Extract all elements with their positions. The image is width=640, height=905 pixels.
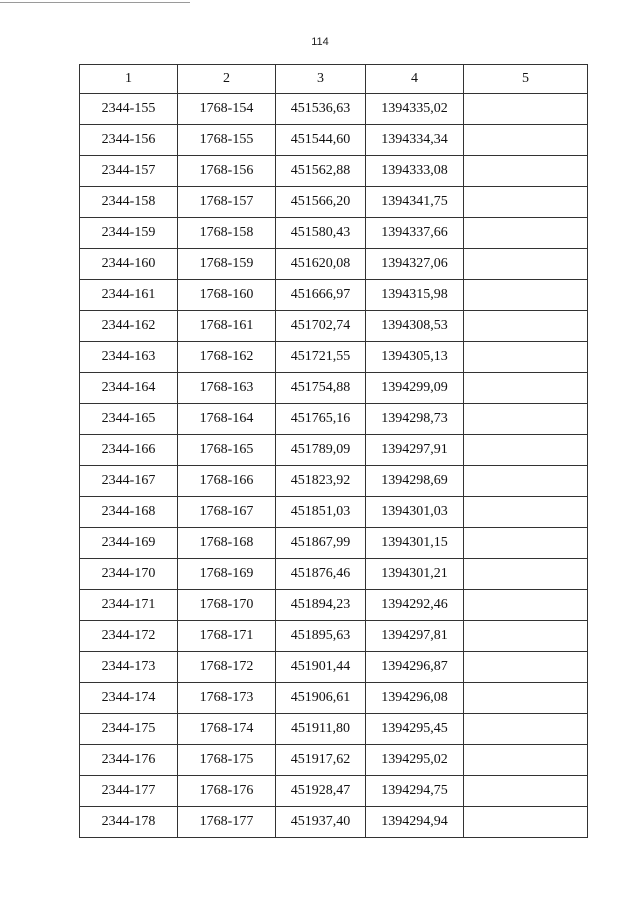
header-col-1: 1 xyxy=(80,65,178,94)
table-row xyxy=(80,342,588,373)
note-cell xyxy=(464,776,588,807)
y-coordinate-cell: 1394337,66 xyxy=(366,218,464,249)
x-coordinate-cell: 451721,55 xyxy=(276,342,366,373)
y-coordinate-cell: 1394295,02 xyxy=(366,745,464,776)
ref-point-cell: 1768-168 xyxy=(178,528,276,559)
x-coordinate-cell: 451566,20 xyxy=(276,187,366,218)
y-coordinate-cell: 1394334,34 xyxy=(366,125,464,156)
note-cell xyxy=(464,218,588,249)
note-cell xyxy=(464,528,588,559)
ref-point-cell: 1768-160 xyxy=(178,280,276,311)
point-id-cell: 2344-162 xyxy=(80,311,178,342)
point-id-cell: 2344-163 xyxy=(80,342,178,373)
point-id-cell: 2344-169 xyxy=(80,528,178,559)
x-coordinate-cell: 451901,44 xyxy=(276,652,366,683)
ref-point-cell: 1768-176 xyxy=(178,776,276,807)
x-coordinate-cell: 451702,74 xyxy=(276,311,366,342)
y-coordinate-cell: 1394333,08 xyxy=(366,156,464,187)
point-id-cell: 2344-175 xyxy=(80,714,178,745)
ref-point-cell: 1768-161 xyxy=(178,311,276,342)
table-row xyxy=(80,187,588,218)
y-coordinate-cell: 1394301,21 xyxy=(366,559,464,590)
x-coordinate-cell: 451867,99 xyxy=(276,528,366,559)
y-coordinate-cell: 1394305,13 xyxy=(366,342,464,373)
y-coordinate-cell: 1394298,73 xyxy=(366,404,464,435)
y-coordinate-cell: 1394301,03 xyxy=(366,497,464,528)
ref-point-cell: 1768-154 xyxy=(178,94,276,125)
table-header xyxy=(80,65,588,94)
table-row xyxy=(80,466,588,497)
table-row xyxy=(80,435,588,466)
note-cell xyxy=(464,373,588,404)
y-coordinate-cell: 1394308,53 xyxy=(366,311,464,342)
point-id-cell: 2344-155 xyxy=(80,94,178,125)
ref-point-cell: 1768-166 xyxy=(178,466,276,497)
y-coordinate-cell: 1394294,94 xyxy=(366,807,464,838)
table-row xyxy=(80,94,588,125)
y-coordinate-cell: 1394292,46 xyxy=(366,590,464,621)
table-row xyxy=(80,559,588,590)
point-id-cell: 2344-176 xyxy=(80,745,178,776)
ref-point-cell: 1768-173 xyxy=(178,683,276,714)
x-coordinate-cell: 451536,63 xyxy=(276,94,366,125)
y-coordinate-cell: 1394299,09 xyxy=(366,373,464,404)
note-cell xyxy=(464,652,588,683)
table-row xyxy=(80,683,588,714)
x-coordinate-cell: 451580,43 xyxy=(276,218,366,249)
table-row xyxy=(80,621,588,652)
ref-point-cell: 1768-162 xyxy=(178,342,276,373)
ref-point-cell: 1768-165 xyxy=(178,435,276,466)
note-cell xyxy=(464,94,588,125)
point-id-cell: 2344-170 xyxy=(80,559,178,590)
note-cell xyxy=(464,404,588,435)
point-id-cell: 2344-158 xyxy=(80,187,178,218)
header-col-3: 3 xyxy=(276,65,366,94)
y-coordinate-cell: 1394296,87 xyxy=(366,652,464,683)
table-row xyxy=(80,249,588,280)
header-col-5: 5 xyxy=(464,65,588,94)
x-coordinate-cell: 451917,62 xyxy=(276,745,366,776)
y-coordinate-cell: 1394327,06 xyxy=(366,249,464,280)
point-id-cell: 2344-160 xyxy=(80,249,178,280)
note-cell xyxy=(464,249,588,280)
page-number: 114 xyxy=(311,36,329,48)
table-row xyxy=(80,528,588,559)
note-cell xyxy=(464,466,588,497)
x-coordinate-cell: 451937,40 xyxy=(276,807,366,838)
ref-point-cell: 1768-167 xyxy=(178,497,276,528)
y-coordinate-cell: 1394315,98 xyxy=(366,280,464,311)
point-id-cell: 2344-168 xyxy=(80,497,178,528)
ref-point-cell: 1768-172 xyxy=(178,652,276,683)
note-cell xyxy=(464,435,588,466)
x-coordinate-cell: 451754,88 xyxy=(276,373,366,404)
table-row xyxy=(80,373,588,404)
note-cell xyxy=(464,714,588,745)
table-row xyxy=(80,125,588,156)
table-row xyxy=(80,745,588,776)
table-row xyxy=(80,311,588,342)
ref-point-cell: 1768-170 xyxy=(178,590,276,621)
note-cell xyxy=(464,745,588,776)
coordinates-table xyxy=(79,64,588,838)
point-id-cell: 2344-165 xyxy=(80,404,178,435)
note-cell xyxy=(464,156,588,187)
note-cell xyxy=(464,590,588,621)
x-coordinate-cell: 451823,92 xyxy=(276,466,366,497)
note-cell xyxy=(464,187,588,218)
point-id-cell: 2344-177 xyxy=(80,776,178,807)
point-id-cell: 2344-166 xyxy=(80,435,178,466)
table-row xyxy=(80,280,588,311)
point-id-cell: 2344-178 xyxy=(80,807,178,838)
point-id-cell: 2344-171 xyxy=(80,590,178,621)
ref-point-cell: 1768-169 xyxy=(178,559,276,590)
ref-point-cell: 1768-164 xyxy=(178,404,276,435)
header-row xyxy=(80,65,588,94)
point-id-cell: 2344-157 xyxy=(80,156,178,187)
table-row xyxy=(80,404,588,435)
y-coordinate-cell: 1394296,08 xyxy=(366,683,464,714)
y-coordinate-cell: 1394335,02 xyxy=(366,94,464,125)
point-id-cell: 2344-161 xyxy=(80,280,178,311)
x-coordinate-cell: 451911,80 xyxy=(276,714,366,745)
x-coordinate-cell: 451789,09 xyxy=(276,435,366,466)
point-id-cell: 2344-172 xyxy=(80,621,178,652)
ref-point-cell: 1768-158 xyxy=(178,218,276,249)
table-row xyxy=(80,218,588,249)
table-body xyxy=(80,94,588,838)
table-row xyxy=(80,590,588,621)
note-cell xyxy=(464,807,588,838)
y-coordinate-cell: 1394301,15 xyxy=(366,528,464,559)
ref-point-cell: 1768-155 xyxy=(178,125,276,156)
table-row xyxy=(80,807,588,838)
note-cell xyxy=(464,621,588,652)
x-coordinate-cell: 451666,97 xyxy=(276,280,366,311)
note-cell xyxy=(464,311,588,342)
ref-point-cell: 1768-159 xyxy=(178,249,276,280)
note-cell xyxy=(464,497,588,528)
y-coordinate-cell: 1394297,91 xyxy=(366,435,464,466)
ref-point-cell: 1768-177 xyxy=(178,807,276,838)
table-row xyxy=(80,156,588,187)
note-cell xyxy=(464,280,588,311)
table-row xyxy=(80,497,588,528)
y-coordinate-cell: 1394341,75 xyxy=(366,187,464,218)
note-cell xyxy=(464,683,588,714)
point-id-cell: 2344-174 xyxy=(80,683,178,714)
ref-point-cell: 1768-157 xyxy=(178,187,276,218)
x-coordinate-cell: 451906,61 xyxy=(276,683,366,714)
note-cell xyxy=(464,125,588,156)
y-coordinate-cell: 1394297,81 xyxy=(366,621,464,652)
top-rule xyxy=(0,2,190,3)
ref-point-cell: 1768-171 xyxy=(178,621,276,652)
x-coordinate-cell: 451876,46 xyxy=(276,559,366,590)
point-id-cell: 2344-167 xyxy=(80,466,178,497)
point-id-cell: 2344-156 xyxy=(80,125,178,156)
x-coordinate-cell: 451544,60 xyxy=(276,125,366,156)
table-row xyxy=(80,776,588,807)
header-col-4: 4 xyxy=(366,65,464,94)
x-coordinate-cell: 451562,88 xyxy=(276,156,366,187)
x-coordinate-cell: 451620,08 xyxy=(276,249,366,280)
x-coordinate-cell: 451765,16 xyxy=(276,404,366,435)
ref-point-cell: 1768-175 xyxy=(178,745,276,776)
y-coordinate-cell: 1394294,75 xyxy=(366,776,464,807)
y-coordinate-cell: 1394298,69 xyxy=(366,466,464,497)
point-id-cell: 2344-159 xyxy=(80,218,178,249)
note-cell xyxy=(464,342,588,373)
table-row xyxy=(80,652,588,683)
ref-point-cell: 1768-174 xyxy=(178,714,276,745)
table-row xyxy=(80,714,588,745)
x-coordinate-cell: 451895,63 xyxy=(276,621,366,652)
point-id-cell: 2344-173 xyxy=(80,652,178,683)
header-col-2: 2 xyxy=(178,65,276,94)
ref-point-cell: 1768-163 xyxy=(178,373,276,404)
point-id-cell: 2344-164 xyxy=(80,373,178,404)
x-coordinate-cell: 451928,47 xyxy=(276,776,366,807)
x-coordinate-cell: 451851,03 xyxy=(276,497,366,528)
y-coordinate-cell: 1394295,45 xyxy=(366,714,464,745)
x-coordinate-cell: 451894,23 xyxy=(276,590,366,621)
note-cell xyxy=(464,559,588,590)
ref-point-cell: 1768-156 xyxy=(178,156,276,187)
